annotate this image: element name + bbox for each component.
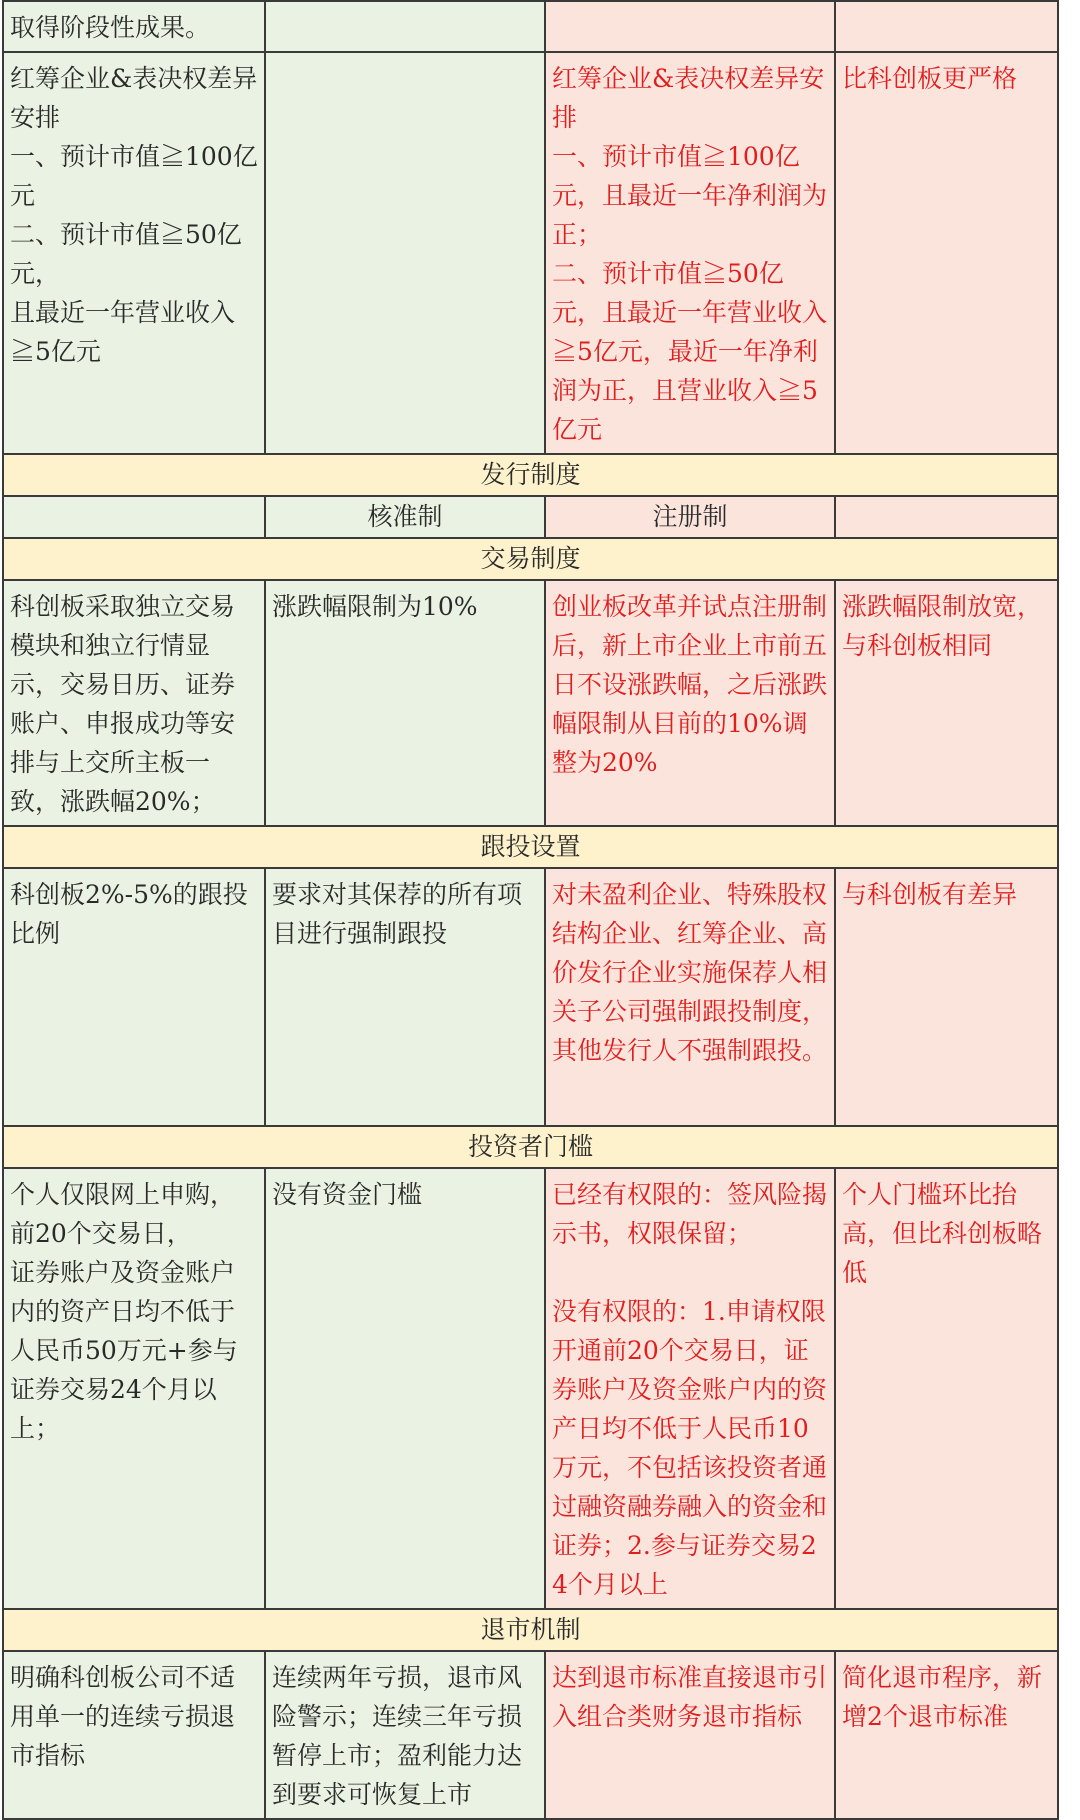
table-row [3, 1651, 1058, 1819]
section-title: 退市机制 [3, 1609, 1058, 1651]
table-row [3, 868, 1058, 1126]
comparison-table [2, 0, 1059, 1820]
old-cyb-cell [265, 1, 545, 52]
comparison-cell: 涨跌幅限制放宽，与科创板相同 [835, 580, 1058, 826]
kcb-cell: 科创板采取独立交易模块和独立行情显示，交易日历、证券账户、申报成功等安排与上交所主板一致，涨跌幅20%； [3, 580, 265, 826]
comparison-cell: 与科创板有差异 [835, 868, 1058, 1126]
table-row [3, 580, 1058, 826]
section-header-row [3, 538, 1058, 580]
kcb-cell: 个人仅限网上申购，前20个交易日， 证券账户及资金账户内的资产日均不低于人民币50万元+参与证券交易24个月以上； [3, 1168, 265, 1609]
section-title: 交易制度 [3, 538, 1058, 580]
comparison-cell [835, 1, 1058, 52]
subheader-row [3, 496, 1058, 538]
section-header-row [3, 826, 1058, 868]
comparison-table-container [2, 0, 1057, 1820]
section-title: 跟投设置 [3, 826, 1058, 868]
table-row [3, 1, 1058, 52]
comparison-cell [835, 496, 1058, 538]
new-cyb-cell: 注册制 [545, 496, 835, 538]
kcb-cell: 明确科创板公司不适用单一的连续亏损退市指标 [3, 1651, 265, 1819]
new-cyb-cell: 红筹企业&表决权差异安排 一、预计市值≧100亿元，且最近一年净利润为正； 二、预计市值≧50亿元，且最近一年营业收入≧5亿元，最近一年净利润为正，且营业收入≧5亿元 [545, 52, 835, 454]
kcb-cell: 科创板2%-5%的跟投比例 [3, 868, 265, 1126]
section-title: 发行制度 [3, 454, 1058, 496]
table-row [3, 52, 1058, 454]
new-cyb-cell [545, 1, 835, 52]
section-header-row [3, 1126, 1058, 1168]
new-cyb-cell: 对未盈利企业、特殊股权结构企业、红筹企业、高价发行企业实施保荐人相关子公司强制跟投制度，其他发行人不强制跟投。 [545, 868, 835, 1126]
new-cyb-cell: 已经有权限的：签风险揭示书，权限保留； 没有权限的：1.申请权限开通前20个交易日，证券账户及资金账户内的资产日均不低于人民币10万元，不包括该投资者通过融资融券融入的资金和证券；2.参与证券交易24个月以上 [545, 1168, 835, 1609]
section-header-row [3, 1609, 1058, 1651]
table-row [3, 1168, 1058, 1609]
old-cyb-cell [265, 52, 545, 454]
old-cyb-cell: 连续两年亏损，退市风险警示；连续三年亏损暂停上市；盈利能力达到要求可恢复上市 [265, 1651, 545, 1819]
old-cyb-cell: 核准制 [265, 496, 545, 538]
old-cyb-cell: 要求对其保荐的所有项目进行强制跟投 [265, 868, 545, 1126]
old-cyb-cell: 没有资金门槛 [265, 1168, 545, 1609]
kcb-cell: 取得阶段性成果。 [3, 1, 265, 52]
comparison-cell: 比科创板更严格 [835, 52, 1058, 454]
section-header-row [3, 454, 1058, 496]
new-cyb-cell: 达到退市标准直接退市引入组合类财务退市指标 [545, 1651, 835, 1819]
section-title: 投资者门槛 [3, 1126, 1058, 1168]
kcb-cell [3, 496, 265, 538]
comparison-cell: 简化退市程序，新增2个退市标准 [835, 1651, 1058, 1819]
comparison-cell: 个人门槛环比抬高，但比科创板略低 [835, 1168, 1058, 1609]
kcb-cell: 红筹企业&表决权差异安排 一、预计市值≧100亿元 二、预计市值≧50亿元， 且最近一年营业收入≧5亿元 [3, 52, 265, 454]
old-cyb-cell: 涨跌幅限制为10% [265, 580, 545, 826]
new-cyb-cell: 创业板改革并试点注册制后，新上市企业上市前五日不设涨跌幅，之后涨跌幅限制从目前的10%调整为20% [545, 580, 835, 826]
